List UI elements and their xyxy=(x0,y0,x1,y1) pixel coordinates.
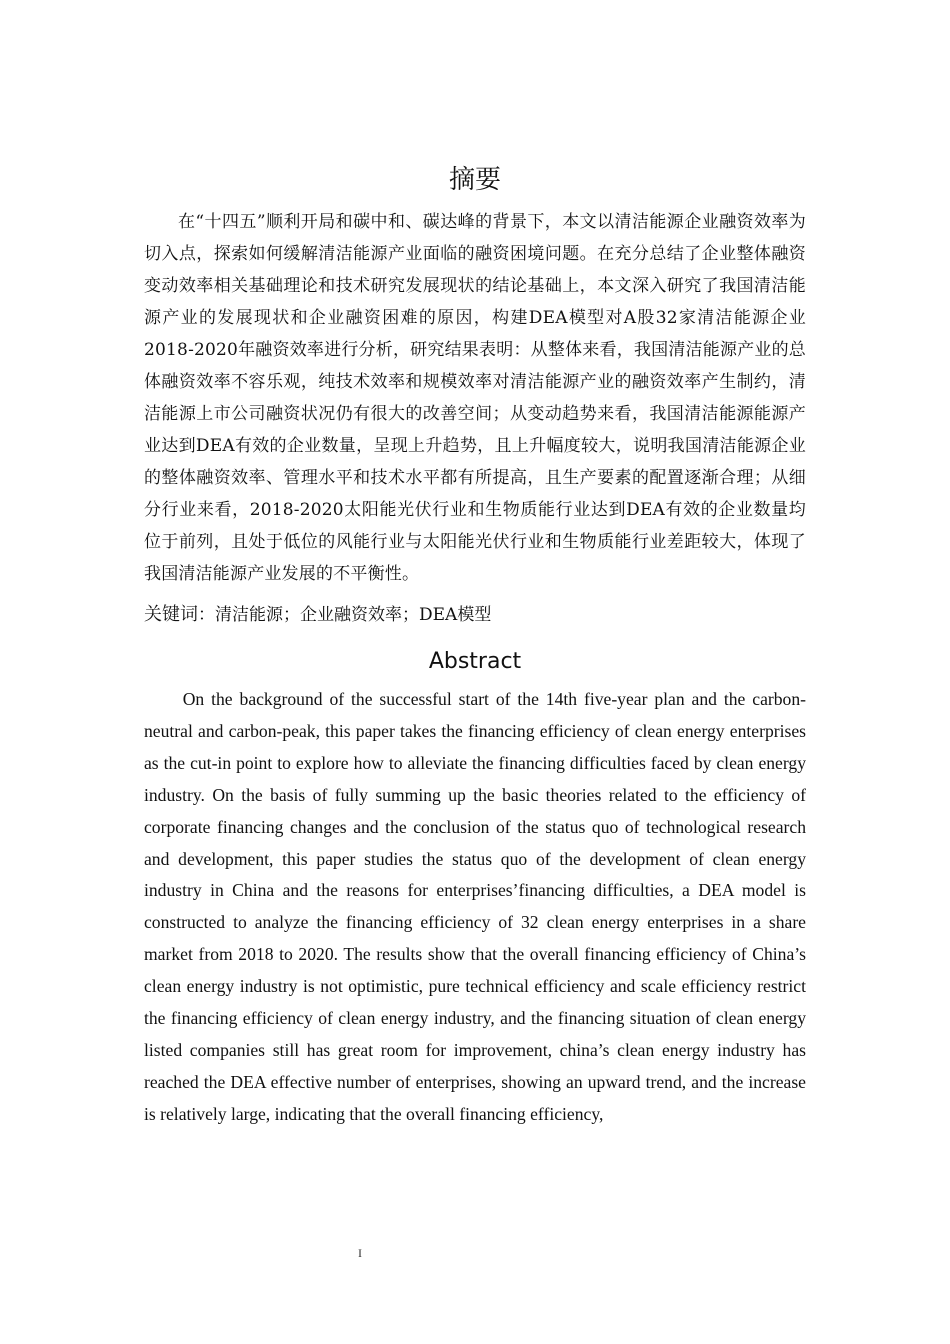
english-abstract-title: Abstract xyxy=(428,649,522,674)
english-abstract-body: On the background of the successful start of the 14th five-year plan and the carbon-neutral and carbon-peak, this paper takes the financing efficiency of clean energy enterprises as the cut-in point to explore how to alleviate the financing difficulties faced by clean energy industry. On the basis of fully summing up the basic theories related to the efficiency of corporate financing changes and the conclusion of the status quo of technological research and development, this paper studies the status quo of the development of clean energy industry in China and the reasons for enterprises’financing difficulties, a DEA model is constructed to analyze the financing efficiency of 32 clean energy enterprises in a share market from 2018 to 2020. The results show that the overall financing efficiency of China’s clean energy industry is not optimistic, pure technical efficiency and scale efficiency restrict the financing efficiency of clean energy industry, and the financing situation of clean energy listed companies still has great room for improvement, china’s clean energy industry has reached the DEA effective number of enterprises, showing an upward trend, and the increase is relatively large, indicating that the overall financing efficiency, xyxy=(144,689,806,1124)
chinese-abstract-title: 摘要 xyxy=(448,165,501,195)
keywords-label: 关键词 xyxy=(144,604,198,625)
keywords-text: ：清洁能源；企业融资效率；DEA模型 xyxy=(198,605,492,625)
chinese-keywords-line xyxy=(144,598,806,632)
document-page xyxy=(144,160,806,1131)
chinese-abstract-body: 在“十四五”顺利开局和碳中和、碳达峰的背景下，本文以清洁能源企业融资效率为切入点，探索如何缓解清洁能源产业面临的融资困境问题。在充分总结了企业整体融资变动效率相关基础理论和技术研究发展现状的结论基础上，本文深入研究了我国清洁能源产业的发展现状和企业融资困难的原因，构建DEA模型对A股32家清洁能源企业2018-2020年融资效率进行分析，研究结果表明：从整体来看，我国清洁能源产业的总体融资效率不容乐观，纯技术效率和规模效率对清洁能源产业的融资效率产生制约，清洁能源上市公司融资状况仍有很大的改善空间；从变动趋势来看，我国清洁能源能源产业达到DEA有效的企业数量，呈现上升趋势，且上升幅度较大，说明我国清洁能源企业的整体融资效率、管理水平和技术水平都有所提高，且生产要素的配置逐渐合理；从细分行业来看，2018-2020太阳能光伏行业和生物质能行业达到DEA有效的企业数量均位于前列，且处于低位的风能行业与太阳能光伏行业和生物质能行业差距较大，体现了我国清洁能源产业发展的不平衡性。 xyxy=(144,212,806,584)
page-number: I xyxy=(358,1246,362,1260)
